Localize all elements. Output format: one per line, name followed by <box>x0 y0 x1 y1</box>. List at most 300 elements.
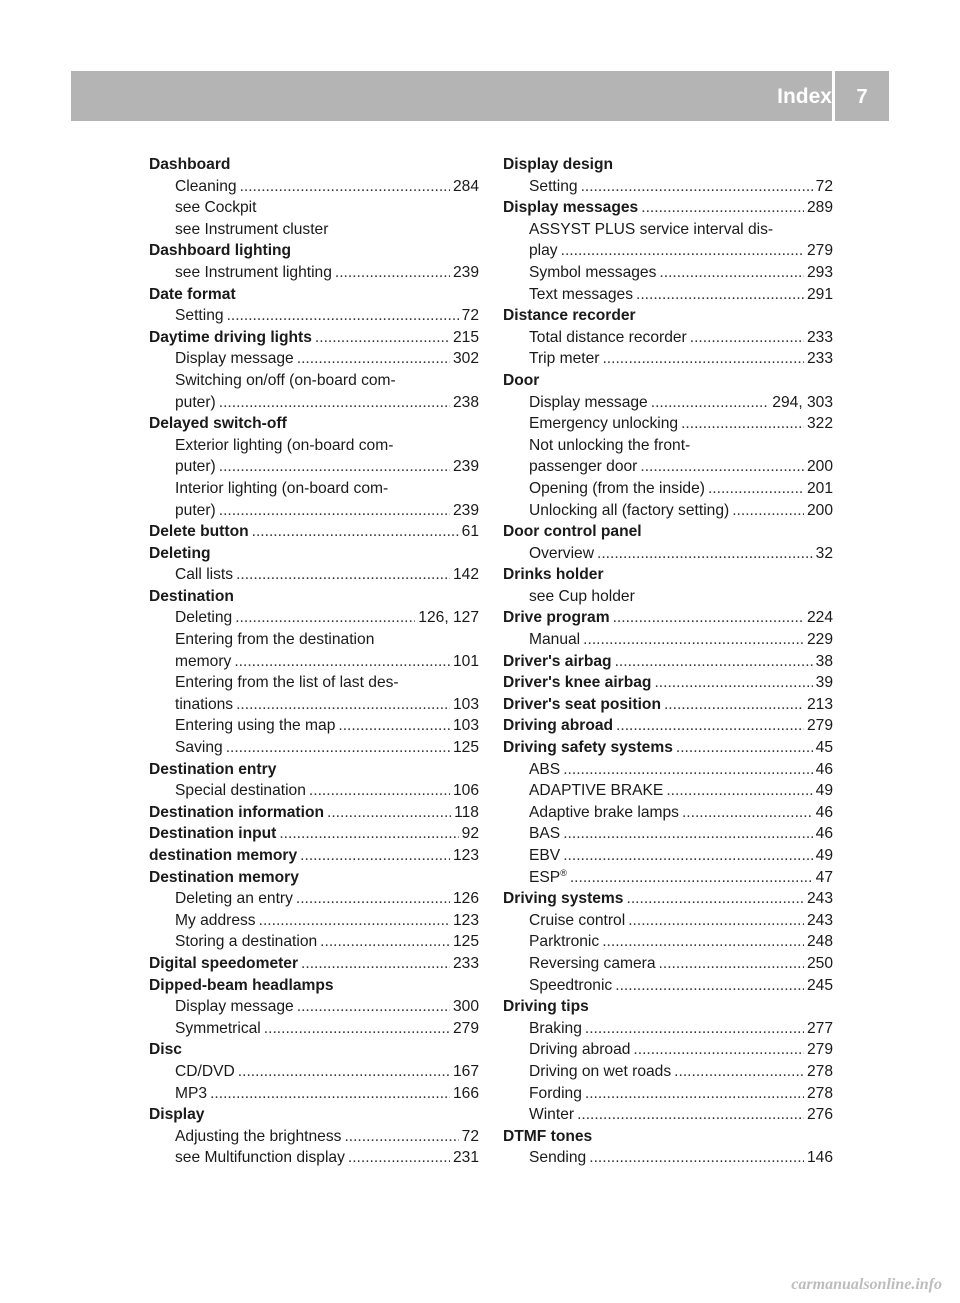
entry-label: Destination entry <box>149 760 277 778</box>
index-subentry <box>503 1039 833 1061</box>
entry-label: Date format <box>149 285 236 303</box>
entry-label: Special destination <box>175 782 306 800</box>
entry-label: Display message <box>175 998 294 1016</box>
page-reference: 278 <box>806 1062 833 1080</box>
entry-label: Driving safety systems <box>503 739 673 757</box>
index-subentry <box>503 1104 833 1126</box>
entry-label: Text messages <box>529 285 634 303</box>
index-subentry <box>149 607 479 629</box>
dot-leader <box>577 1104 804 1126</box>
index-subentry <box>149 651 479 673</box>
dot-leader <box>300 845 450 867</box>
entry-label: puter) <box>175 458 216 476</box>
entry-label: Entering from the list of last des- <box>175 674 399 692</box>
page-reference: 126 <box>452 890 479 908</box>
dot-leader <box>626 888 803 910</box>
entry-label: Opening (from the inside) <box>529 479 705 497</box>
dot-leader <box>690 327 804 349</box>
page-reference: 92 <box>461 825 479 843</box>
index-subentry <box>149 1061 479 1083</box>
index-subentry <box>503 413 833 435</box>
entry-label: Parktronic <box>529 933 600 951</box>
index-subentry <box>503 240 833 262</box>
index-subentry <box>503 348 833 370</box>
dot-leader <box>320 931 450 953</box>
entry-label: Setting <box>529 177 578 195</box>
page-reference: 46 <box>815 825 833 843</box>
index-heading <box>503 521 833 543</box>
page-reference: 142 <box>452 566 479 584</box>
index-heading <box>149 586 479 608</box>
dot-leader <box>338 715 450 737</box>
entry-label: tinations <box>175 695 234 713</box>
entry-label: Overview <box>529 544 594 562</box>
index-heading <box>503 672 833 694</box>
registered-mark: ® <box>560 867 567 878</box>
entry-label: Not unlocking the front- <box>529 436 691 454</box>
dot-leader <box>296 888 450 910</box>
entry-label: Drinks holder <box>503 566 604 584</box>
page-reference: 233 <box>806 328 833 346</box>
page-reference: 166 <box>452 1084 479 1102</box>
entry-label: Dashboard lighting <box>149 242 292 260</box>
page-reference: 38 <box>815 652 833 670</box>
index-subentry <box>503 1061 833 1083</box>
index-heading <box>149 284 479 306</box>
entry-label: Display message <box>175 350 294 368</box>
dot-leader <box>238 1061 450 1083</box>
entry-label: Adjusting the brightness <box>175 1127 342 1145</box>
entry-label: see Cockpit <box>175 199 257 217</box>
index-heading <box>503 888 833 910</box>
entry-label: ABS <box>529 760 561 778</box>
index-heading <box>503 651 833 673</box>
entry-label: destination memory <box>149 847 298 864</box>
page-reference: 277 <box>806 1019 833 1037</box>
dot-leader <box>681 413 804 435</box>
index-subentry <box>149 435 479 457</box>
index-subentry <box>149 1126 479 1148</box>
page-reference: 229 <box>806 631 833 649</box>
entry-label: Sending <box>529 1149 587 1167</box>
index-subentry <box>149 931 479 953</box>
dot-leader <box>585 1083 804 1105</box>
entry-label: Deleting <box>149 544 211 562</box>
dot-leader <box>236 694 450 716</box>
entry-label: BAS <box>529 825 561 843</box>
page-reference: 213 <box>806 695 833 713</box>
page-reference: 279 <box>806 1041 833 1059</box>
page-reference: 46 <box>815 803 833 821</box>
index-heading <box>503 564 833 586</box>
page-reference: 276 <box>806 1106 833 1124</box>
index-subentry <box>149 910 479 932</box>
page-reference: 239 <box>452 458 479 476</box>
page-reference: 146 <box>806 1149 833 1167</box>
page-reference: 49 <box>815 782 833 800</box>
index-subentry <box>149 262 479 284</box>
entry-label: Digital speedometer <box>149 954 299 972</box>
index-subentry <box>503 931 833 953</box>
page-reference: 233 <box>806 350 833 368</box>
index-heading <box>149 953 479 975</box>
entry-label: MP3 <box>175 1084 208 1102</box>
entry-label: Braking <box>529 1019 582 1037</box>
index-heading <box>503 197 833 219</box>
index-subentry <box>503 543 833 565</box>
entry-label: Driving on wet roads <box>529 1062 672 1080</box>
index-subentry <box>149 629 479 651</box>
entry-label: Driving abroad <box>503 717 614 735</box>
entry-label: Destination <box>149 587 234 605</box>
index-heading <box>149 1104 479 1126</box>
entry-label: Cruise control <box>529 911 626 929</box>
dot-leader <box>732 500 804 522</box>
dot-leader <box>240 176 450 198</box>
dot-leader <box>219 500 450 522</box>
entry-label: Switching on/off (on-board com- <box>175 371 396 389</box>
dot-leader <box>315 327 450 349</box>
entry-label: Deleting an entry <box>175 890 293 908</box>
index-subentry <box>149 478 479 500</box>
entry-label: Destination information <box>149 803 324 821</box>
page-reference: 201 <box>806 479 833 497</box>
entry-label: see Instrument lighting <box>175 263 332 281</box>
index-subentry <box>503 823 833 845</box>
entry-label: Entering using the map <box>175 717 336 735</box>
dot-leader <box>589 1147 804 1169</box>
dot-leader <box>227 305 459 327</box>
index-heading <box>149 1039 479 1061</box>
index-subentry <box>149 1018 479 1040</box>
page-reference: 215 <box>452 328 479 346</box>
dot-leader <box>708 478 804 500</box>
entry-label: Door <box>503 371 540 389</box>
index-heading <box>503 370 833 392</box>
page-reference: 279 <box>452 1019 479 1037</box>
entry-label: Setting <box>175 307 224 325</box>
entry-label: Deleting <box>175 609 233 627</box>
entry-label: Dipped-beam headlamps <box>149 976 334 994</box>
entry-label: My address <box>175 911 256 929</box>
index-subentry <box>503 219 833 241</box>
entry-label: EBV <box>529 847 561 864</box>
entry-label: CD/DVD <box>175 1062 235 1080</box>
entry-label: Disc <box>149 1041 182 1059</box>
index-heading <box>503 737 833 759</box>
entry-label: Display design <box>503 156 614 173</box>
page-reference: 45 <box>815 739 833 757</box>
dot-leader <box>613 607 804 629</box>
page-reference: 239 <box>452 263 479 281</box>
index-heading <box>503 715 833 737</box>
dot-leader <box>236 564 450 586</box>
page-reference: 284 <box>452 177 479 195</box>
index-subentry <box>149 305 479 327</box>
index-subentry <box>503 262 833 284</box>
index-subentry <box>149 888 479 910</box>
page-reference: 302 <box>452 350 479 368</box>
page-reference: 167 <box>452 1062 479 1080</box>
index-heading <box>503 694 833 716</box>
dot-leader <box>659 262 804 284</box>
page-reference: 39 <box>815 674 833 692</box>
index-subentry <box>503 780 833 802</box>
index-heading <box>149 154 479 176</box>
index-subentry <box>149 500 479 522</box>
entry-label: Driver's airbag <box>503 652 612 670</box>
dot-leader <box>641 197 804 219</box>
index-heading <box>503 154 833 176</box>
entry-label: Door control panel <box>503 523 642 541</box>
dot-leader <box>602 931 804 953</box>
entry-label: Interior lighting (on-board com- <box>175 479 389 497</box>
index-heading <box>149 975 479 997</box>
page-reference: 200 <box>806 501 833 519</box>
dot-leader <box>682 802 813 824</box>
page-reference: 126, 127 <box>418 609 479 627</box>
entry-label: Cleaning <box>175 177 237 195</box>
entry-label: Driving tips <box>503 998 589 1016</box>
entry-label: Call lists <box>175 566 234 584</box>
entry-label: Display messages <box>503 199 639 217</box>
dot-leader <box>597 543 813 565</box>
dot-leader <box>259 910 450 932</box>
page-reference: 233 <box>452 954 479 972</box>
dot-leader <box>563 759 812 781</box>
page-reference: 245 <box>806 976 833 994</box>
page-reference: 278 <box>806 1084 833 1102</box>
entry-label: memory <box>175 652 232 670</box>
page-reference: 101 <box>452 652 479 670</box>
index-heading <box>149 759 479 781</box>
entry-label: Driving systems <box>503 890 624 908</box>
dot-leader <box>348 1147 450 1169</box>
index-heading <box>149 327 479 349</box>
page-reference: 200 <box>806 458 833 476</box>
dot-leader <box>297 348 450 370</box>
index-heading <box>149 845 479 867</box>
page-reference: 103 <box>452 695 479 713</box>
page-reference: 61 <box>461 523 479 541</box>
page-reference: 238 <box>452 393 479 411</box>
index-heading <box>149 543 479 565</box>
dot-leader <box>297 996 450 1018</box>
dot-leader <box>651 392 770 414</box>
entry-label: Distance recorder <box>503 307 636 325</box>
index-heading <box>149 413 479 435</box>
entry-label: ESP® <box>529 867 567 886</box>
entry-label: see Cup holder <box>529 587 635 605</box>
entry-label: passenger door <box>529 458 638 476</box>
index-heading <box>503 1126 833 1148</box>
page-reference: 243 <box>806 890 833 908</box>
index-column-right <box>503 154 833 1169</box>
dot-leader <box>633 1039 804 1061</box>
dot-leader <box>664 694 804 716</box>
index-heading <box>149 823 479 845</box>
index-subentry <box>149 370 479 392</box>
index-subentry <box>149 1147 479 1169</box>
dot-leader <box>226 737 450 759</box>
entry-label: Dashboard <box>149 156 231 173</box>
entry-label: Drive program <box>503 609 610 627</box>
index-subentry <box>503 392 833 414</box>
dot-leader <box>674 1061 804 1083</box>
dot-leader <box>335 262 450 284</box>
entry-label: Speedtronic <box>529 976 613 994</box>
section-title: Index <box>777 85 832 108</box>
page-reference: 106 <box>452 782 479 800</box>
dot-leader <box>563 845 812 867</box>
page-reference: 291 <box>806 285 833 303</box>
index-subentry <box>503 759 833 781</box>
page-reference: 239 <box>452 501 479 519</box>
page-reference: 32 <box>815 544 833 562</box>
dot-leader <box>301 953 450 975</box>
dot-leader <box>327 802 451 824</box>
index-subentry <box>503 975 833 997</box>
index-subentry <box>149 392 479 414</box>
entry-label: DTMF tones <box>503 1127 593 1145</box>
entry-label: Symmetrical <box>175 1019 261 1037</box>
entry-label: Driver's knee airbag <box>503 674 652 692</box>
dot-leader <box>628 910 804 932</box>
index-subentry <box>149 694 479 716</box>
dot-leader <box>602 348 804 370</box>
dot-leader <box>570 867 813 889</box>
entry-label: Display <box>149 1106 205 1124</box>
page-reference: 72 <box>461 1127 479 1145</box>
page-number: 7 <box>856 86 868 108</box>
page-reference: 322 <box>806 415 833 433</box>
index-heading <box>149 867 479 889</box>
index-subentry <box>503 176 833 198</box>
dot-leader <box>615 975 804 997</box>
index-subentry <box>149 197 479 219</box>
dot-leader <box>234 651 450 673</box>
index-subentry <box>149 564 479 586</box>
index-subentry <box>503 910 833 932</box>
page-reference: 72 <box>461 307 479 325</box>
dot-leader <box>344 1126 458 1148</box>
entry-label: Entering from the destination <box>175 631 375 649</box>
dot-leader <box>252 521 459 543</box>
page-reference: 248 <box>806 933 833 951</box>
page-reference: 279 <box>806 717 833 735</box>
index-subentry <box>503 435 833 457</box>
index-subentry <box>149 1083 479 1105</box>
entry-label: Delete button <box>149 523 249 541</box>
index-subentry <box>503 327 833 349</box>
entry-label: Display message <box>529 393 648 411</box>
dot-leader <box>264 1018 450 1040</box>
page-reference: 72 <box>815 177 833 195</box>
index-subentry <box>149 672 479 694</box>
index-subentry <box>149 715 479 737</box>
page-reference: 47 <box>815 868 833 886</box>
index-subentry <box>503 500 833 522</box>
index-heading <box>149 521 479 543</box>
dot-leader <box>585 1018 804 1040</box>
dot-leader <box>279 823 458 845</box>
entry-label: Driver's seat position <box>503 695 661 713</box>
page-reference: 243 <box>806 911 833 929</box>
page-reference: 125 <box>452 933 479 951</box>
dot-leader <box>563 823 812 845</box>
dot-leader <box>219 456 450 478</box>
entry-label: Destination input <box>149 825 277 843</box>
entry-label: puter) <box>175 501 216 519</box>
entry-label: puter) <box>175 393 216 411</box>
dot-leader <box>640 456 804 478</box>
index-heading <box>503 305 833 327</box>
dot-leader <box>581 176 813 198</box>
entry-label: Saving <box>175 739 223 757</box>
index-subentry <box>503 867 833 889</box>
index-subentry <box>503 1147 833 1169</box>
page-reference: 123 <box>452 847 479 864</box>
index-subentry <box>503 1083 833 1105</box>
index-subentry <box>149 219 479 241</box>
entry-label: Manual <box>529 631 581 649</box>
page-reference: 293 <box>806 263 833 281</box>
page-reference: 224 <box>806 609 833 627</box>
index-subentry <box>149 348 479 370</box>
index-subentry <box>149 176 479 198</box>
watermark: carmanualsonline.info <box>791 1276 942 1293</box>
index-subentry <box>503 284 833 306</box>
dot-leader <box>666 780 812 802</box>
entry-label: Fording <box>529 1084 582 1102</box>
entry-label: Emergency unlocking <box>529 415 679 433</box>
entry-label: Symbol messages <box>529 263 657 281</box>
index-subentry <box>149 737 479 759</box>
page-reference: 300 <box>452 998 479 1016</box>
index-subentry <box>503 456 833 478</box>
page-reference: 103 <box>452 717 479 735</box>
index-subentry <box>503 478 833 500</box>
dot-leader <box>235 607 415 629</box>
index-subentry <box>149 456 479 478</box>
entry-label: Driving abroad <box>529 1041 631 1059</box>
page-reference: 231 <box>452 1149 479 1167</box>
dot-leader <box>309 780 450 802</box>
entry-label: ASSYST PLUS service interval dis- <box>529 220 774 238</box>
index-subentry <box>503 629 833 651</box>
entry-label: Total distance recorder <box>529 328 687 346</box>
dot-leader <box>616 715 804 737</box>
index-subentry <box>503 845 833 867</box>
dot-leader <box>583 629 804 651</box>
index-column-left <box>149 154 479 1169</box>
entry-label: see Multifunction display <box>175 1149 345 1167</box>
index-subentry <box>503 953 833 975</box>
entry-label: play <box>529 242 558 260</box>
entry-label: Winter <box>529 1106 575 1124</box>
index-subentry <box>149 996 479 1018</box>
index-heading <box>149 802 479 824</box>
dot-leader <box>654 672 812 694</box>
page-reference: 279 <box>806 242 833 260</box>
dot-leader <box>561 240 804 262</box>
index-heading <box>149 240 479 262</box>
page-reference: 118 <box>454 803 479 821</box>
page-reference: 289 <box>806 199 833 217</box>
dot-leader <box>659 953 804 975</box>
page-reference: 294, 303 <box>772 393 833 411</box>
index-heading <box>503 996 833 1018</box>
